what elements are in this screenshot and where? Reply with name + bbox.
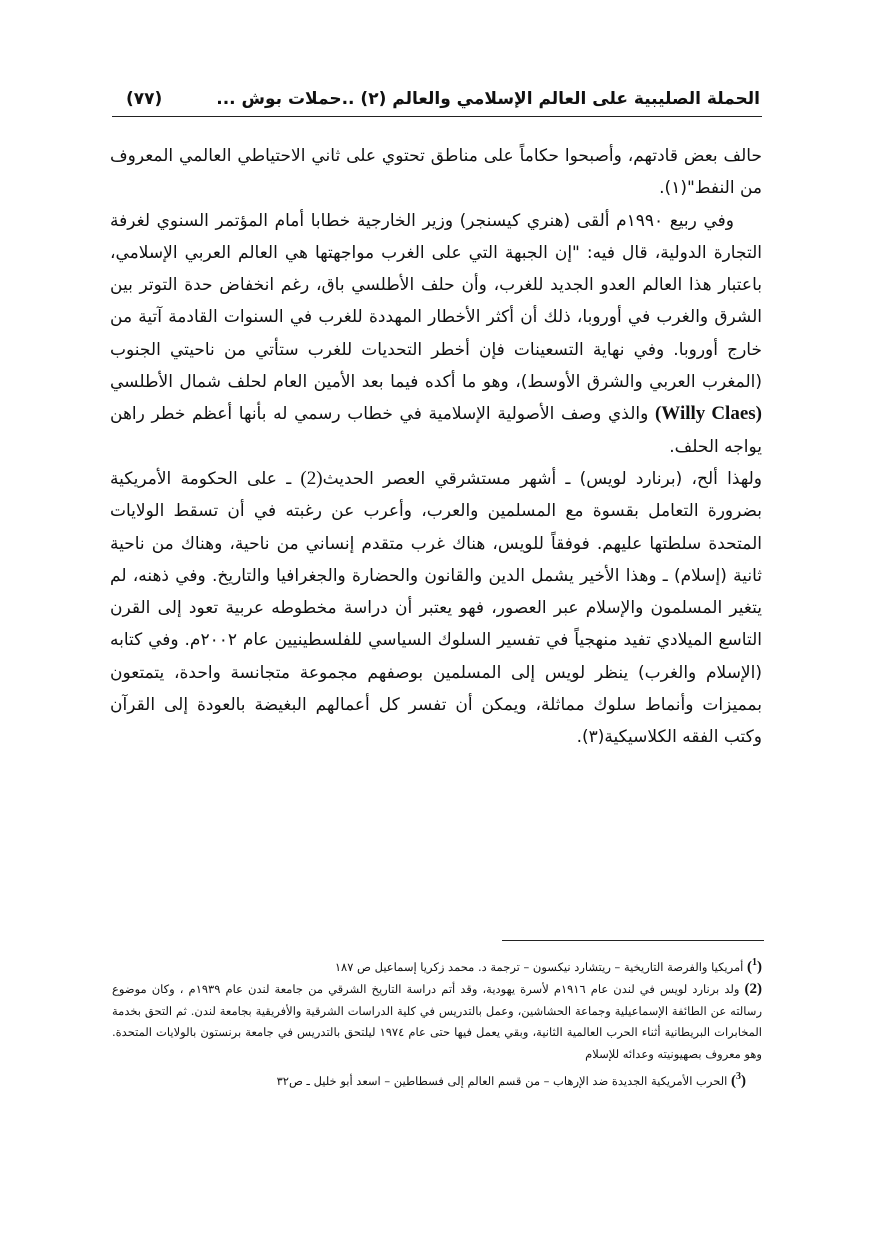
- paragraph-2-text-a: وفي ربيع ١٩٩٠م ألقى (هنري كيسنجر) وزير الخارجية خطابا أمام المؤتمر السنوي لغرفة التجارة الدولية، قال فيه: "إن الجبهة التي على الغرب مواجهتها هي العالم العربي الإسلامي، باعتبار هذا العالم العدو الجديد للغرب، وأن حلف الأطلسي باق، رغم انخفاض حدة التوتر بين الشرق والغرب في أوروبا، ذلك أن أكثر الأخطار المهددة للغرب في السنوات القادمة آتية من خارج أوروبا. وفي نهاية التسعينات فإن أخطر التحديات للغرب ستأتي من ناحيتي الجنوب (المغرب العربي والشرق الأوسط)، وهو ما أكده فيما بعد الأمين العام لحلف شمال الأطلسي: [110, 210, 762, 393]
- footnote-3: [112, 1066, 762, 1093]
- paragraph-2: [110, 205, 762, 463]
- footnote-2-text: ولد برنارد لويس في لندن عام ١٩١٦م لأسرة يهودية، وقد أتم دراسة التاريخ الشرقي من جامعة لندن عام ١٩٣٩م ، وكان موضوع رسالته عن الطائفة الإسماعيلية وجماعة الحشاشين، وعمل بالتدريس في كلية الدراسات الشرقية والأفريقية بجامعة لندن. ثم التحق بخدمة المخابرات البريطانية أثناء الحرب العالمية الثانية، وبقي يعمل فيها حتى عام ١٩٧٤ ليلتحق بالتدريس في جامعة برنستون بالولايات المتحدة. وهو معروف بصهيونيته وعدائه للإسلام: [112, 981, 762, 1062]
- paragraph-2-text-b: والذي وصف الأصولية الإسلامية في خطاب رسمي له بأنها أعظم خطر راهن يواجه الحلف.: [110, 404, 762, 457]
- page-number: (٧٧): [126, 89, 163, 109]
- main-text: [110, 140, 762, 754]
- footnote-3-text: الحرب الأمريكية الجديدة ضد الإرهاب – من قسم العالم إلى فسطاطين – اسعد أبو خليل ـ ص٣٢: [276, 1073, 728, 1088]
- footnote-1-mark: ($^1$): [747, 957, 762, 975]
- footnote-separator: [502, 940, 764, 941]
- footnote-1-text: أمريكيا والفرصة التاريخية – ريتشارد نيكسون – ترجمة د. محمد زكريا إسماعيل ص ١٨٧: [334, 960, 744, 974]
- paragraph-3: [110, 463, 762, 754]
- paragraph-1: [110, 140, 762, 205]
- footnote-2: [112, 979, 762, 1066]
- paragraph-3-text-b: ـ على الحكومة الأمريكية بضرورة التعامل بقسوة مع المسلمين والعرب، وأعرب عن رغبته في أن تسقط الولايات المتحدة سلطتها عليهم. فوفقاً للويس، هناك غرب متقدم إنساني من ناحية، وهناك من ناحية ثانية (إسلام) ـ وهذا الأخير يشمل الدين والقانون والحضارة والجغرافيا والتاريخ. وفي ذهنه، لم يتغير المسلمون والإسلام عبر العصور، فهو يعتبر أن دراسة مخطوطه عربية تعود إلى القرن التاسع الميلادي تفيد منهجياً في تفسير السلوك السياسي للفلسطينيين عام ٢٠٠٢م. وفي كتابه (الإسلام والغرب) ينظر لويس إلى المسلمين بوصفهم مجموعة متجانسة واحدة، يتمتعون بمميزات وأنماط سلوك مماثلة، ويمكن أن تفسر كل أعمالهم البغيضة بالعودة إلى القرآن وكتب الفقه الكلاسيكية(٣).: [110, 468, 762, 748]
- header-title: الحملة الصليبية على العالم الإسلامي والعالم (٢) ..حملات بوش ...: [216, 89, 760, 109]
- footnote-2-mark: (2): [744, 980, 762, 997]
- paragraph-3-text-a: ولهذا ألح، (برنارد لويس) ـ أشهر مستشرقي العصر الحديث: [322, 468, 763, 489]
- footnotes: [112, 952, 762, 1093]
- footnote-3-mark: ($^3$): [731, 1070, 746, 1089]
- paragraph-1-text: حالف بعض قادتهم، وأصبحوا حكاماً على مناطق تحتوي على ثاني الاحتياطي العالمي المعروف من النفط"(١).: [110, 146, 762, 199]
- latin-name: (Willy Claes): [654, 403, 762, 425]
- footnote-ref-2: (2): [300, 467, 323, 489]
- footnote-1: [112, 952, 762, 979]
- running-header: [112, 86, 762, 117]
